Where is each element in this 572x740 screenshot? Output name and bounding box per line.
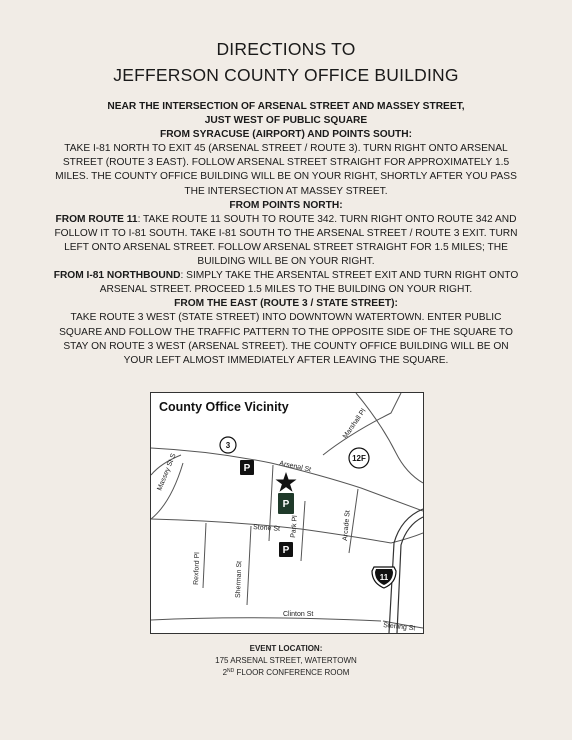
route-3-label: 3 bbox=[225, 441, 231, 450]
parking-marker-south bbox=[279, 542, 293, 557]
vicinity-map bbox=[150, 392, 424, 634]
road-sherman bbox=[247, 526, 251, 605]
event-floor-suffix: ND bbox=[227, 668, 235, 674]
parking-label-west: P bbox=[243, 463, 251, 474]
label-marshall: Marshall Pl bbox=[341, 407, 368, 441]
label-park: Park Pl bbox=[290, 515, 299, 539]
road-clinton bbox=[151, 618, 381, 621]
route-12f-shield-icon bbox=[349, 448, 369, 468]
event-floor bbox=[0, 666, 572, 679]
label-clinton: Clinton St bbox=[283, 611, 314, 618]
syracuse-heading: FROM SYRACUSE (AIRPORT) AND POINTS SOUTH: bbox=[159, 129, 413, 141]
i81-paragraph bbox=[50, 269, 522, 297]
title-line-1: DIRECTIONS TO bbox=[216, 39, 356, 59]
route-11-label: 11 bbox=[379, 573, 389, 582]
intro-line-2: JUST WEST OF PUBLIC SQUARE bbox=[204, 115, 368, 127]
road-northeast bbox=[356, 393, 423, 483]
star-icon bbox=[276, 472, 297, 492]
route11-text: : TAKE ROUTE 11 SOUTH TO ROUTE 342. TURN RIGHT ONTO ROUTE 342 AND FOLLOW IT TO I-81 SOUTH. TAKE I-81 SOUTH TO THE ARSENAL STREET / ROUTE 3 EXIT. TURN LEFT ONTO ARSENAL STREET. FOLLOW ARSENAL STREET STRAIGHT FOR 1.5 MILES; THE BUILDING WILL BE ON YOUR RIGHT. bbox=[54, 213, 518, 268]
route-12f-label: 12F bbox=[352, 454, 366, 463]
label-arcade: Arcade St bbox=[342, 509, 352, 542]
road-rexford bbox=[203, 523, 206, 588]
east-text: TAKE ROUTE 3 WEST (STATE STREET) INTO DOWNTOWN WATERTOWN. ENTER PUBLIC SQUARE AND FOLLOW THE TRAFFIC PATTERN TO THE OPPOSITE SIDE OF THE SQUARE TO STAY ON ROUTE 3 WEST (ARSENAL STREET). THE COUNTY OFFICE BUILDING WILL BE ON YOUR LEFT ALMOST IMMEDIATELY AFTER LEAVING THE SQUARE. bbox=[59, 312, 513, 366]
parking-marker-building bbox=[278, 493, 294, 514]
syracuse-text: TAKE I-81 NORTH TO EXIT 45 (ARSENAL STREET / ROUTE 3). TURN RIGHT ONTO ARSENAL STREET (ROUTE 3 EAST). FOLLOW ARSENAL STREET STRAIGHT FOR APPROXIMATELY 1.5 MILES. THE COUNTY OFFICE BUILDING WILL BE ON YOUR RIGHT, SHORTLY AFTER YOU PASS THE INTERSECTION AT MASSEY STREET. bbox=[55, 143, 517, 197]
label-arsenal: Arsenal St bbox=[278, 460, 312, 474]
east-heading: FROM THE EAST (ROUTE 3 / STATE STREET): bbox=[174, 298, 398, 310]
i81-text: : SIMPLY TAKE THE ARSENTAL STREET EXIT AND TURN RIGHT ONTO ARSENAL STREET. PROCEED 1.5 MILES TO THE BUILDING ON YOUR RIGHT. bbox=[99, 270, 519, 296]
parking-label-building: P bbox=[282, 499, 290, 510]
map-title: County Office Vicinity bbox=[159, 400, 289, 414]
label-massey: Massey St S bbox=[156, 452, 178, 492]
i81-label: FROM I-81 NORTHBOUND bbox=[53, 270, 181, 282]
directions-text bbox=[50, 100, 522, 368]
event-floor-text: FLOOR CONFERENCE ROOM bbox=[234, 668, 350, 677]
event-floor-number: 2 bbox=[222, 668, 228, 677]
road-marshall bbox=[323, 393, 401, 455]
page-title bbox=[0, 36, 572, 88]
label-sterling: Sterling St bbox=[382, 622, 416, 633]
event-location bbox=[0, 643, 572, 679]
map-svg bbox=[151, 393, 423, 633]
label-rexford: Rexford Pl bbox=[193, 552, 202, 586]
event-address: 175 ARSENAL STREET, WATERTOWN bbox=[215, 655, 357, 665]
route-11-shield-icon bbox=[372, 567, 396, 588]
road-park bbox=[301, 501, 305, 561]
intro-line-1: NEAR THE INTERSECTION OF ARSENAL STREET AND MASSEY STREET, bbox=[107, 101, 465, 112]
label-sherman: Sherman St bbox=[235, 560, 244, 599]
route11-paragraph bbox=[50, 213, 522, 269]
route-3-shield-icon bbox=[220, 437, 236, 453]
parking-marker-west bbox=[240, 460, 254, 475]
parking-label-south: P bbox=[282, 545, 290, 556]
event-heading: EVENT LOCATION: bbox=[249, 644, 323, 653]
title-line-2: JEFFERSON COUNTY OFFICE BUILDING bbox=[113, 65, 459, 85]
label-stone: Stone St bbox=[252, 524, 281, 533]
north-heading: FROM POINTS NORTH: bbox=[229, 199, 343, 211]
route11-label: FROM ROUTE 11 bbox=[55, 213, 138, 225]
